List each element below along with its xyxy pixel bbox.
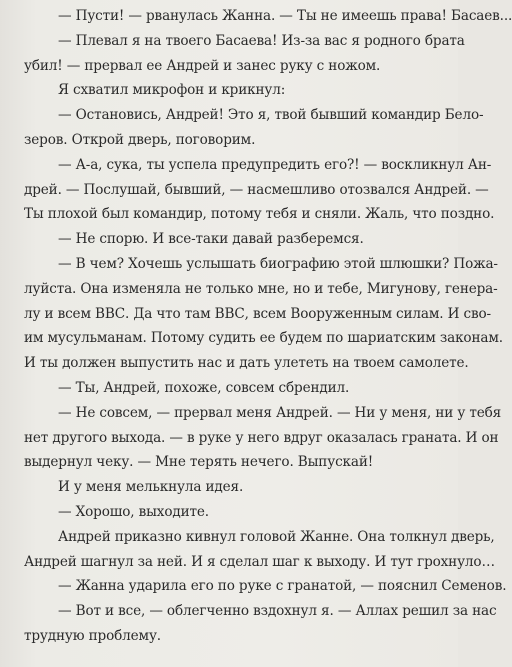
text-line: Ты плохой был командир, потому тебя и сняли. Жаль, что поздно. (24, 206, 495, 223)
text-line: — Не совсем, — прервал меня Андрей. — Ни у меня, ни у тебя (58, 404, 502, 421)
text-line: — В чем? Хочешь услышать биографию этой шлюшки? Пожа- (58, 255, 498, 272)
text-line: Андрей приказно кивнул головой Жанне. Она толкнул дверь, (58, 528, 495, 545)
text-line: Андрей шагнул за ней. И я сделал шаг к выходу. И тут грохнуло… (24, 553, 495, 570)
text-line: Я схватил микрофон и крикнул: (58, 82, 286, 99)
text-line: трудную проблему. (24, 627, 161, 644)
text-line: луйста. Она изменяла не только мне, но и тебе, Мигунову, генера- (24, 280, 498, 297)
text-line: — Пусти! — рванулась Жанна. — Ты не имеешь права! Басаев... (58, 8, 512, 24)
text-line: лу и всем ВВС. Да что там ВВС, всем Вооруженным силам. И сво- (24, 305, 491, 322)
text-line: — А-а, сука, ты успела предупредить его?! — воскликнул Ан- (58, 156, 492, 173)
text-line: — Вот и все, — облегченно вздохнул я. — Аллах решил за нас (58, 603, 497, 620)
text-line: — Ты, Андрей, похоже, совсем сбрендил. (58, 379, 350, 396)
text-line: убил! — прервал ее Андрей и занес руку с ножом. (24, 57, 381, 74)
text-line: И у меня мелькнула идея. (58, 479, 244, 496)
text-line: — Жанна ударила его по руке с гранатой, — пояснил Семенов. (58, 578, 507, 595)
text-line: — Остановись, Андрей! Это я, твой бывший командир Бело- (58, 107, 484, 124)
text-line: И ты должен выпустить нас и дать улететь на твоем самолете. (24, 355, 469, 372)
text-line: — Плевал я на твоего Басаева! Из-за вас я родного брата (58, 32, 465, 49)
text-line: им мусульманам. Потому судить ее будем по шариатским законам. (24, 330, 503, 347)
text-line: — Хорошо, выходите. (58, 503, 209, 520)
page-text (24, 4, 512, 649)
text-line: зеров. Открой дверь, поговорим. (24, 131, 256, 148)
text-line: — Не спорю. И все-таки давай разберемся. (58, 231, 364, 248)
text-line: нет другого выхода. — в руке у него вдруг оказалась граната. И он (24, 429, 499, 446)
text-line: дрей. — Послушай, бывший, — насмешливо отозвался Андрей. — (24, 181, 489, 198)
text-line: выдернул чеку. — Мне терять нечего. Выпускай! (24, 454, 374, 471)
